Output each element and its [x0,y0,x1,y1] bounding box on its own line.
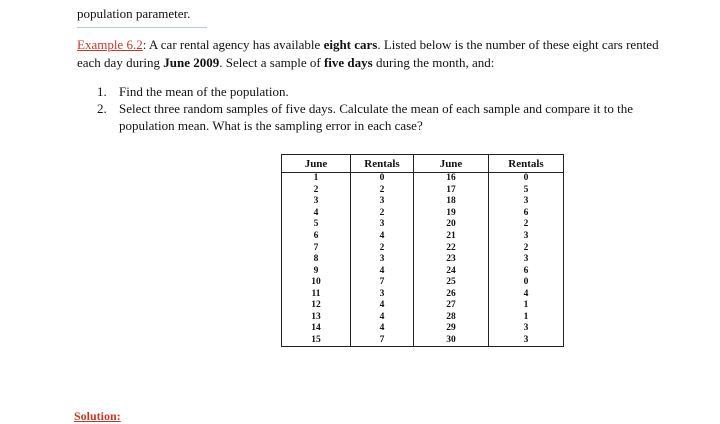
table-header-row [282,155,564,173]
table-cell: 27 [414,300,489,312]
section-divider [77,27,207,28]
table-cell: 16 [414,173,489,185]
table-cell: 18 [414,196,489,208]
table-cell: 10 [282,277,351,289]
table-cell: 3 [489,231,564,243]
table-cell: 3 [489,196,564,208]
table-cell: 3 [489,323,564,335]
table-cell: 3 [489,254,564,266]
task-list [97,83,677,134]
table-cell: 29 [414,323,489,335]
task-number: 1. [97,84,107,99]
table-cell: 26 [414,288,489,300]
table-cell: 19 [414,208,489,220]
table-cell: 23 [414,254,489,266]
example-paragraph [77,36,677,72]
table-row [282,196,564,208]
table-row [282,208,564,220]
table-cell: 3 [351,254,414,266]
table-cell: 5 [489,185,564,197]
table-cell: 4 [351,300,414,312]
table-row [282,231,564,243]
table-cell: 1 [282,173,351,185]
table-cell: 7 [351,335,414,347]
table-cell: 30 [414,335,489,347]
table-cell: 0 [489,173,564,185]
task-number: 2. [97,101,107,116]
table-cell: 14 [282,323,351,335]
table-cell: 3 [489,335,564,347]
example-emphasis: June 2009 [163,55,220,70]
table-row [282,277,564,289]
table-cell: 13 [282,312,351,324]
table-cell: 22 [414,242,489,254]
table-cell: 21 [414,231,489,243]
column-header: Rentals [489,155,564,173]
solution-label: Solution: [74,409,121,423]
table-cell: 2 [489,242,564,254]
table-cell: 17 [414,185,489,197]
table-cell: 7 [282,242,351,254]
table-row [282,312,564,324]
table-cell: 15 [282,335,351,347]
task-text: Select three random samples of five days. Calculate the mean of each sample and compare it to the population mean. What is the sampling error in each case? [119,101,634,133]
task-item [97,100,677,134]
table-row [282,265,564,277]
table-cell: 6 [282,231,351,243]
table-cell: 6 [489,265,564,277]
table-cell: 20 [414,219,489,231]
table-row [282,242,564,254]
task-item [97,83,677,100]
table-cell: 4 [282,208,351,220]
table-cell: 2 [351,208,414,220]
table-cell: 9 [282,265,351,277]
table-cell: 4 [351,231,414,243]
table-cell: 4 [351,323,414,335]
table-cell: 25 [414,277,489,289]
table-cell: 0 [489,277,564,289]
table-cell: 2 [351,185,414,197]
rentals-table [281,154,564,347]
table-cell: 4 [351,265,414,277]
example-text: : A car rental agency has available [142,37,324,52]
column-header: June [282,155,351,173]
table-row [282,173,564,185]
example-label: Example 6.2 [77,37,143,52]
example-text: . Listed below is the number of these eight cars rented each day during [77,37,659,70]
table-cell: 1 [489,312,564,324]
example-text: during the month, and: [372,55,495,70]
table-cell: 11 [282,288,351,300]
table-cell: 2 [489,219,564,231]
table-cell: 3 [351,288,414,300]
table-cell: 3 [351,196,414,208]
table-cell: 1 [489,300,564,312]
table-cell: 12 [282,300,351,312]
table-cell: 6 [489,208,564,220]
table-row [282,219,564,231]
table-row [282,323,564,335]
table-row [282,288,564,300]
table-cell: 24 [414,265,489,277]
example-text: . Select a sample of [219,55,324,70]
column-header: June [414,155,489,173]
table-row [282,335,564,347]
task-text: Find the mean of the population. [119,84,289,99]
column-header: Rentals [351,155,414,173]
previous-text-line: population parameter. [77,6,191,21]
table-cell: 28 [414,312,489,324]
table-cell: 0 [351,173,414,185]
table-cell: 5 [282,219,351,231]
table-cell: 3 [351,219,414,231]
table-cell: 4 [351,312,414,324]
table-cell: 2 [351,242,414,254]
table-row [282,185,564,197]
table-cell: 2 [282,185,351,197]
table-row [282,300,564,312]
table-cell: 7 [351,277,414,289]
table-cell: 3 [282,196,351,208]
table-row [282,254,564,266]
table-cell: 8 [282,254,351,266]
example-emphasis: eight cars [323,37,378,52]
example-emphasis: five days [323,55,373,70]
table-cell: 4 [489,288,564,300]
